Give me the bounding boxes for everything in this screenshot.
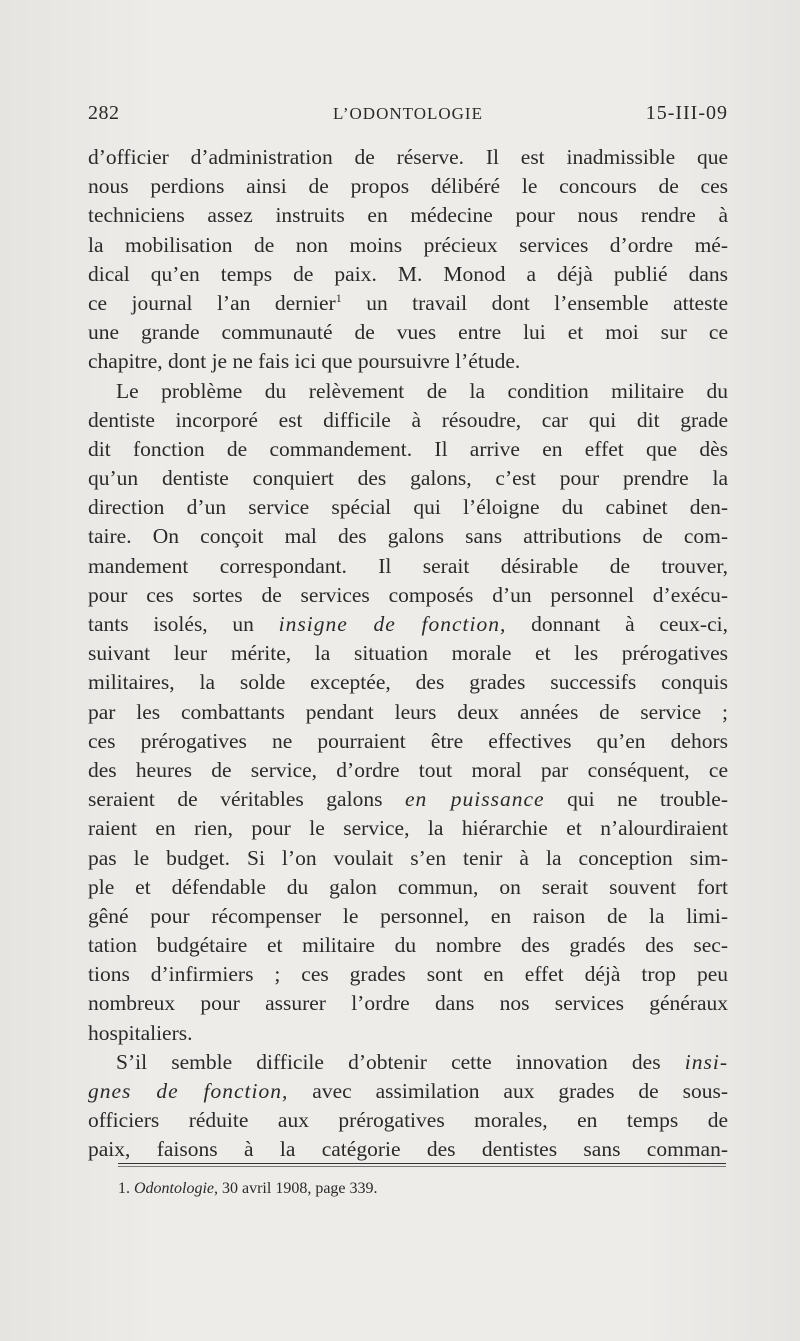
text-line: pas le budget. Si l’on voulait s’en tenir à la conception sim- [88, 845, 728, 870]
running-header [88, 102, 728, 132]
text-line: dical qu’en temps de paix. M. Monod a déjà publié dans [88, 261, 728, 286]
text-fragment: tants isolés, un [88, 612, 279, 636]
text-line: nous perdions ainsi de propos délibéré le concours de ces [88, 174, 728, 199]
text-line: direction d’un service spécial qui l’éloigne du cabinet den- [88, 495, 728, 520]
text-line: gêné pour récompenser le personnel, en raison de la limi- [88, 903, 728, 928]
italic-phrase: gnes de fonction, [88, 1079, 289, 1103]
text-fragment: qui ne trouble- [544, 787, 729, 812]
text-line: dentiste incorporé est difficile à résoudre, car qui dit grade [88, 407, 728, 432]
text-line: nombreux pour assurer l’ordre dans nos services généraux [88, 991, 728, 1016]
text-line: militaires, la solde exceptée, des grades successifs conquis [88, 670, 728, 695]
body-text [88, 143, 728, 1165]
text-line: ces prérogatives ne pourraient être effectives qu’en dehors [88, 728, 728, 753]
footnote-divider-thin [118, 1166, 726, 1167]
italic-phrase: insigne de fonction, [278, 612, 507, 636]
text-line: qu’un dentiste conquiert des galons, c’est pour prendre la [88, 466, 728, 491]
text-line: Le problème du relèvement de la condition militaire du [116, 378, 728, 403]
text-fragment: seraient de véritables galons [88, 787, 405, 812]
text-line [88, 289, 728, 318]
text-line: paix, faisons à la catégorie des dentistes sans comman- [88, 1137, 728, 1162]
text-line: suivant leur mérite, la situation morale et les prérogatives [88, 641, 728, 666]
text-line: chapitre, dont je ne fais ici que poursuivre l’étude. [88, 349, 521, 374]
text-line: tions d’infirmiers ; ces grades sont en effet déjà trop peu [88, 962, 728, 987]
footnote-marker: 1 [335, 290, 342, 305]
text-fragment: avec assimilation aux grades de sous- [288, 1079, 728, 1103]
footnote-number: 1. [118, 1180, 130, 1197]
text-fragment: donnant à ceux-ci, [506, 612, 728, 636]
text-line: techniciens assez instruits en médecine pour nous rendre à [88, 203, 728, 228]
footnote-detail: 30 avril 1908, page 339. [218, 1180, 378, 1197]
text-line [88, 785, 728, 814]
issue-date: 15-III-09 [645, 102, 728, 124]
text-line [88, 1077, 728, 1106]
text-line: ple et défendable du galon commun, on serait souvent fort [88, 874, 728, 899]
text-line: taire. On conçoit mal des galons sans attributions de com- [88, 524, 728, 549]
text-fragment: S’il semble difficile d’obtenir cette innovation des [116, 1049, 685, 1074]
text-line: hospitaliers. [88, 1020, 193, 1045]
text-fragment: ce journal l’an dernier [88, 290, 336, 315]
text-line: une grande communauté de vues entre lui et moi sur ce [88, 320, 728, 345]
text-line: la mobilisation de non moins précieux services d’ordre mé- [88, 232, 728, 257]
footnote [118, 1178, 758, 1200]
text-line: mandement correspondant. Il serait désirable de trouver, [88, 553, 728, 578]
text-line: tation budgétaire et militaire du nombre des gradés des sec- [88, 933, 728, 958]
text-line [88, 610, 728, 639]
text-line: raient en rien, pour le service, la hiérarchie et n’alourdiraient [88, 816, 728, 841]
text-line: officiers réduite aux prérogatives morales, en temps de [88, 1108, 728, 1133]
italic-phrase: insi- [684, 1049, 728, 1074]
text-line: dit fonction de commandement. Il arrive en effet que dès [88, 436, 728, 461]
text-line: pour ces sortes de services composés d’un personnel d’exécu- [88, 582, 728, 607]
footnote-divider [118, 1163, 726, 1164]
footnote-source: Odontologie, [134, 1180, 218, 1197]
journal-title: L’ODONTOLOGIE [333, 104, 483, 123]
italic-phrase: en puissance [404, 787, 545, 812]
text-fragment: un travail dont l’ensemble atteste [341, 290, 728, 315]
text-line: d’officier d’administration de réserve. Il est inadmissible que [88, 145, 728, 169]
text-line: par les combattants pendant leurs deux années de service ; [88, 699, 728, 724]
text-line [88, 1048, 728, 1077]
page-number: 282 [88, 102, 120, 124]
text-line: des heures de service, d’ordre tout moral par conséquent, ce [88, 757, 728, 782]
